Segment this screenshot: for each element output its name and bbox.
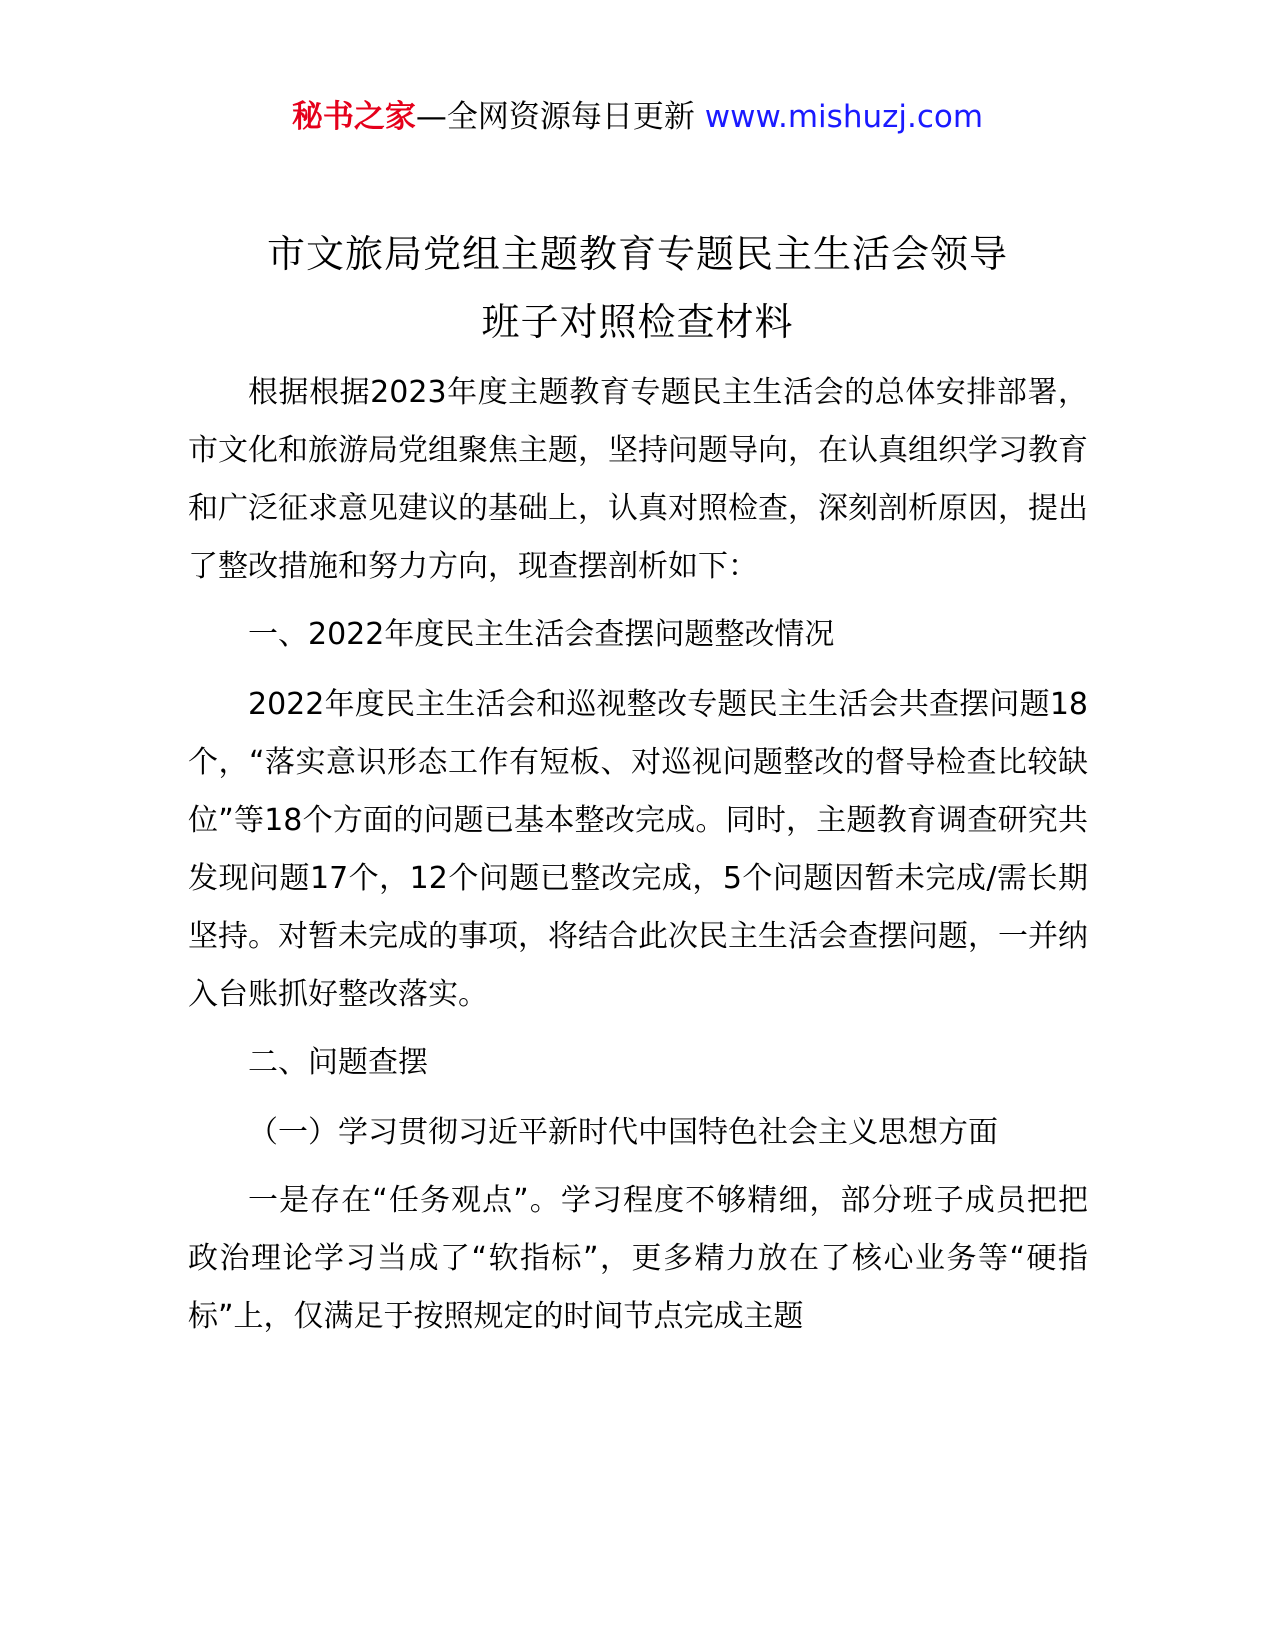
- rectification-paragraph: 2022年度民主生活会和巡视整改专题民主生活会共查摆问题18个，“落实意识形态工作有短板、对巡视问题整改的督导检查比较缺位”等18个方面的问题已基本整改完成。同时，主题教育调查研究共发现问题17个，12个问题已整改完成，5个问题因暂未完成/需长期坚持。对暂未完成的事项，将结合此次民主生活会查摆问题，一并纳入台账抓好整改落实。: [188, 687, 1088, 1012]
- document-body: [188, 364, 1088, 1356]
- document-title: [180, 220, 1095, 356]
- title-line-1: 市文旅局党组主题教育专题民主生活会领导: [266, 232, 1008, 276]
- section-heading-2: 二、问题查摆: [248, 1045, 428, 1080]
- section-heading-1: 一、2022年度民主生活会查摆问题整改情况: [248, 617, 835, 652]
- intro-paragraph: 根据根据2023年度主题教育专题民主生活会的总体安排部署，市文化和旅游局党组聚焦主题，坚持问题导向，在认真组织学习教育和广泛征求意见建议的基础上，认真对照检查，深刻剖析原因，提出了整改措施和努力方向，现查摆剖析如下：: [188, 375, 1088, 584]
- title-line-2: 班子对照检查材料: [481, 300, 794, 344]
- brand-name: 秘书之家: [291, 99, 416, 135]
- header-tagline: —全网资源每日更新: [415, 99, 695, 135]
- site-header: [0, 96, 1275, 138]
- site-url-link[interactable]: www.mishuzj.com: [704, 99, 984, 135]
- subsection-heading-1: （一）学习贯彻习近平新时代中国特色社会主义思想方面: [248, 1115, 998, 1150]
- problem-paragraph-1: 一是存在“任务观点”。学习程度不够精细，部分班子成员把把政治理论学习当成了“软指标”，更多精力放在了核心业务等“硬指标”上，仅满足于按照规定的时间节点完成主题: [188, 1183, 1088, 1334]
